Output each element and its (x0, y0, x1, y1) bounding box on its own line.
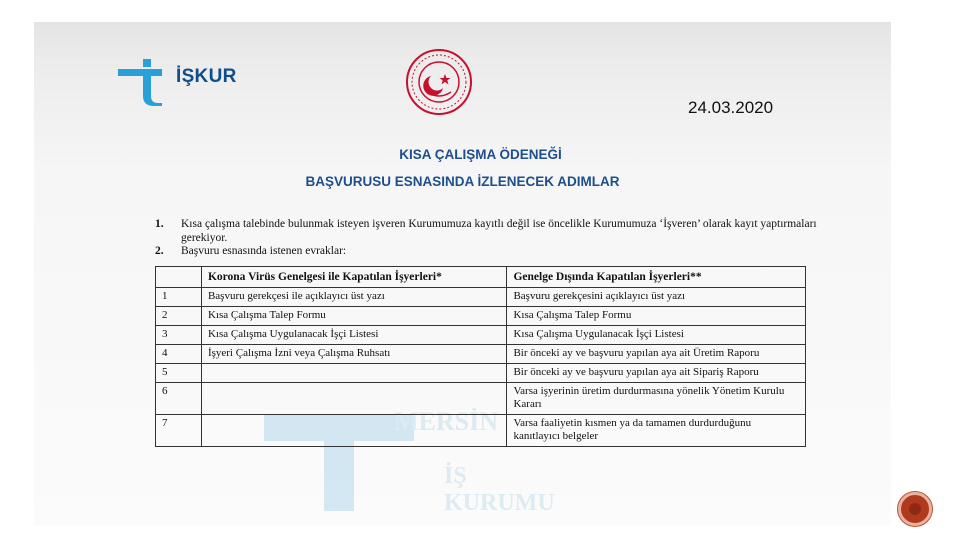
table-header-cell (156, 267, 202, 288)
table-row (156, 326, 806, 345)
iskur-logo (118, 56, 278, 106)
table-row (156, 364, 806, 383)
table-cell (201, 364, 507, 383)
table-cell (201, 383, 507, 415)
table-header-row (156, 267, 806, 288)
table-cell-number: 2 (156, 307, 202, 326)
table-header-cell: Korona Virüs Genelgesi ile Kapatılan İşyerleri* (201, 267, 507, 288)
table-cell: Bir önceki ay ve başvuru yapılan aya ait Üretim Raporu (507, 345, 806, 364)
slide-badge-icon (898, 492, 932, 526)
document-subtitle: BAŞVURUSU ESNASINDA İZLENECEK ADIMLAR (305, 174, 620, 189)
step-item (155, 245, 845, 259)
watermark-line1: MERSİN (394, 407, 499, 436)
document-scan (34, 22, 891, 525)
table-row (156, 307, 806, 326)
ministry-seal-icon (405, 48, 473, 116)
iskur-logo-icon (118, 56, 178, 106)
table-header-cell: Genelge Dışında Kapatılan İşyerleri** (507, 267, 806, 288)
table-cell: Kısa Çalışma Talep Formu (201, 307, 507, 326)
table-cell: Varsa işyerinin üretim durdurmasına yönelik Yönetim Kurulu Kararı (507, 383, 806, 415)
step-text: Kısa çalışma talebinde bulunmak isteyen işveren Kurumumuza kayıtlı değil ise öncelikle Kurumumuza ‘İşveren’ olarak kayıt yaptırmaları gerekiyor. (181, 218, 817, 244)
table-row (156, 345, 806, 364)
table-cell-number: 6 (156, 383, 202, 415)
table-cell-number: 7 (156, 415, 202, 447)
table-row (156, 383, 806, 415)
table-cell-number: 5 (156, 364, 202, 383)
table-cell: Kısa Çalışma Uygulanacak İşçi Listesi (507, 326, 806, 345)
logo-text: İŞKUR (176, 66, 237, 87)
document-title: KISA ÇALIŞMA ÖDENEĞİ (399, 147, 562, 162)
documents-table (155, 266, 806, 447)
table-cell: Bir önceki ay ve başvuru yapılan aya ait Sipariş Raporu (507, 364, 806, 383)
table-row (156, 415, 806, 447)
step-number: 1. (155, 218, 164, 230)
table-cell-number: 1 (156, 288, 202, 307)
table-cell-number: 4 (156, 345, 202, 364)
table-cell: Kısa Çalışma Uygulanacak İşçi Listesi (201, 326, 507, 345)
table-cell: Başvuru gerekçesini açıklayıcı üst yazı (507, 288, 806, 307)
steps-list (155, 218, 845, 259)
table-cell: Varsa faaliyetin kısmen ya da tamamen durdurduğunu kanıtlayıcı belgeler (507, 415, 806, 447)
table-cell: İşyeri Çalışma İzni veya Çalışma Ruhsatı (201, 345, 507, 364)
table-cell (201, 415, 507, 447)
watermark-line2: İŞ KURUMU (444, 463, 555, 516)
step-text: Başvuru esnasında istenen evraklar: (181, 245, 347, 257)
table-cell: Kısa Çalışma Talep Formu (507, 307, 806, 326)
document-date: 24.03.2020 (688, 98, 774, 117)
step-number: 2. (155, 245, 164, 257)
table-cell: Başvuru gerekçesi ile açıklayıcı üst yazı (201, 288, 507, 307)
step-item (155, 218, 845, 245)
table-row (156, 288, 806, 307)
table-cell-number: 3 (156, 326, 202, 345)
